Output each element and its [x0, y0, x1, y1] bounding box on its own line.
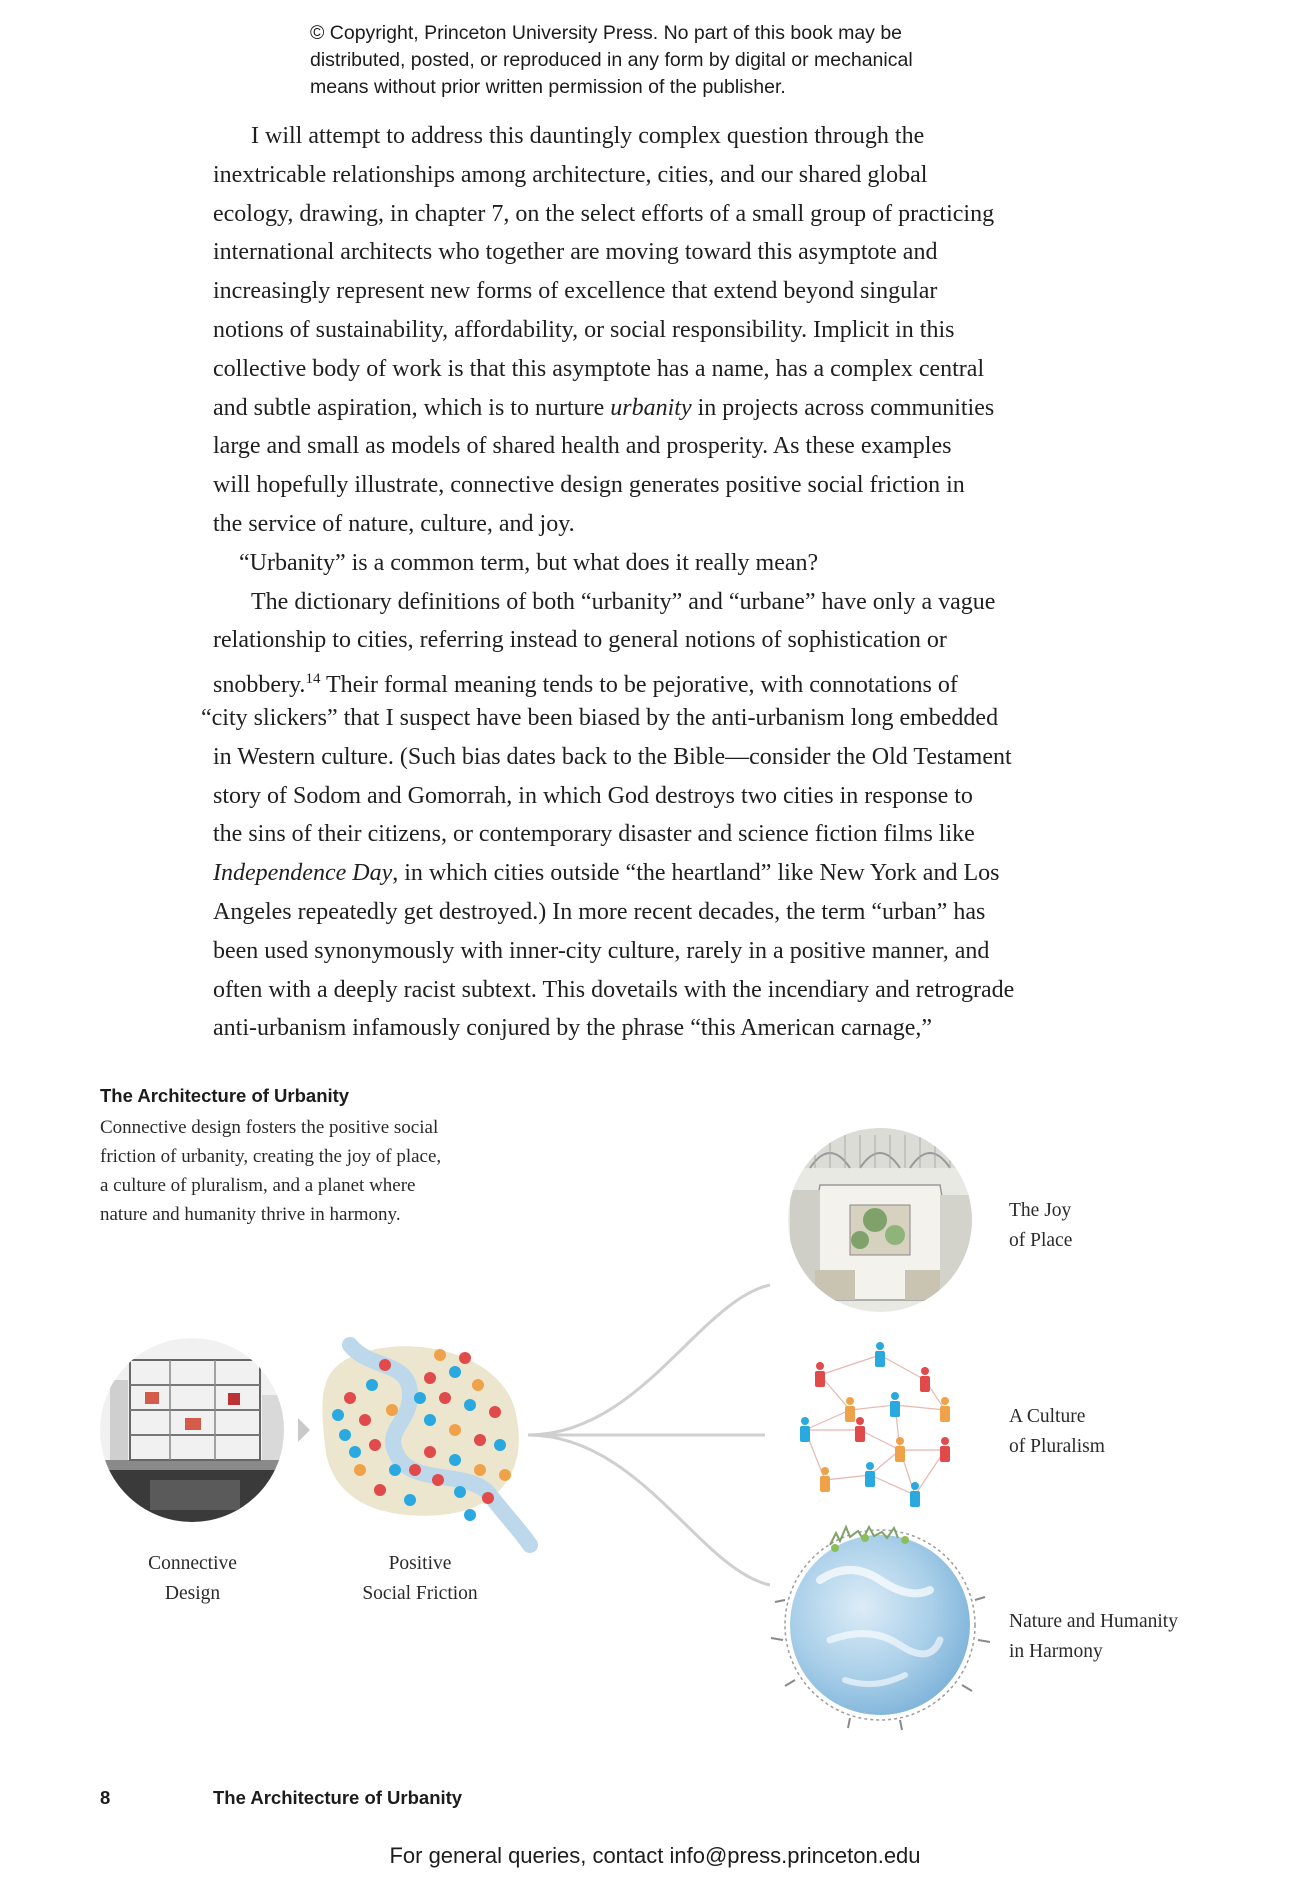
body-line: “Urbanity” is a common term, but what does it really mean?: [239, 549, 819, 576]
friction-dot: [464, 1509, 476, 1521]
body-line: collective body of work is that this asymptote has a name, has a complex central: [213, 355, 985, 382]
body-line: been used synonymously with inner-city culture, rarely in a positive manner, and: [213, 937, 990, 964]
body-line: large and small as models of shared health and prosperity. As these examples: [213, 433, 952, 460]
friction-dot: [432, 1474, 444, 1486]
building-section-icon: [100, 1338, 284, 1530]
friction-dot: [482, 1492, 494, 1504]
friction-dot: [409, 1464, 421, 1476]
urban-plaza-icon: [788, 1128, 975, 1315]
body-line: in Western culture. (Such bias dates back to the Bible—consider the Old Testament: [213, 743, 1012, 770]
label-line: A Culture: [1009, 1406, 1086, 1427]
body-text-run: and subtle aspiration, which is to nurture: [213, 394, 611, 421]
friction-dot: [344, 1392, 356, 1404]
body-text-run: snobbery.: [213, 672, 306, 699]
body-line: notions of sustainability, affordability, or social responsibility. Implicit in this: [213, 316, 955, 343]
friction-dot: [354, 1464, 366, 1476]
label-line: Positive: [388, 1553, 452, 1574]
friction-dot: [474, 1464, 486, 1476]
body-line: story of Sodom and Gomorrah, in which God destroys two cities in response to: [213, 782, 973, 809]
person-icon: [920, 1367, 930, 1392]
body-line: inextricable relationships among architecture, cities, and our shared global: [213, 161, 928, 188]
friction-dot: [374, 1484, 386, 1496]
nature-and-humanity-label: [1009, 1607, 1178, 1666]
friction-dot: [369, 1439, 381, 1451]
friction-dot: [389, 1464, 401, 1476]
label-line: Social Friction: [362, 1582, 478, 1604]
italic-film-title: Independence Day: [213, 860, 393, 887]
person-icon: [910, 1482, 920, 1507]
body-text-run: in projects across communities: [691, 394, 995, 421]
friction-dot: [499, 1469, 511, 1481]
label-line: of Place: [1009, 1229, 1073, 1251]
person-icon: [865, 1462, 875, 1487]
earth-globe-icon: [771, 1527, 990, 1730]
culture-of-pluralism-label: [1009, 1402, 1105, 1461]
friction-dot: [414, 1392, 426, 1404]
caption-line: nature and humanity thrive in harmony.: [100, 1204, 401, 1225]
friction-dot: [454, 1486, 466, 1498]
person-icon: [855, 1417, 865, 1442]
friction-dot: [449, 1424, 461, 1436]
flow-connector-icon: [528, 1285, 770, 1585]
friction-dot: [379, 1359, 391, 1371]
friction-dot: [439, 1392, 451, 1404]
footer: [0, 1843, 1300, 1869]
person-icon: [890, 1392, 900, 1417]
friction-dot: [424, 1446, 436, 1458]
person-icon: [940, 1397, 950, 1422]
friction-dot: [359, 1414, 371, 1426]
copyright-line: distributed, posted, or reproduced in any form by digital or mechanical: [310, 49, 913, 71]
body-line: “city slickers” that I suspect have been biased by the anti-urbanism long embedded: [201, 704, 999, 731]
copyright-line: means without prior written permission of the publisher.: [310, 76, 786, 98]
friction-dot: [464, 1399, 476, 1411]
friction-dot: [424, 1414, 436, 1426]
positive-social-friction-label: [340, 1549, 500, 1608]
copyright-line: © Copyright, Princeton University Press. No part of this book may be: [310, 22, 903, 44]
people-network-icon: [800, 1342, 950, 1507]
body-line: increasingly represent new forms of excellence that extend beyond singular: [213, 278, 938, 305]
label-line: The Joy: [1009, 1200, 1072, 1221]
body-line: the sins of their citizens, or contemporary disaster and science fiction films like: [213, 821, 975, 848]
running-head: The Architecture of Urbanity: [213, 1787, 463, 1808]
figure-title: The Architecture of Urbanity: [100, 1085, 350, 1106]
friction-dot: [449, 1366, 461, 1378]
person-icon: [800, 1417, 810, 1442]
italic-urbanity: urbanity: [610, 394, 692, 421]
label-line: Nature and Humanity: [1009, 1611, 1178, 1632]
caption-line: friction of urbanity, creating the joy of place,: [100, 1146, 442, 1167]
person-icon: [875, 1342, 885, 1367]
friction-dot: [459, 1352, 471, 1364]
person-icon: [815, 1362, 825, 1387]
label-line: Design: [164, 1582, 221, 1604]
friction-dot: [434, 1349, 446, 1361]
friction-dot: [424, 1372, 436, 1384]
page-number: 8: [100, 1787, 111, 1808]
footnote-marker: 14: [305, 671, 321, 688]
body-line: The dictionary definitions of both “urbanity” and “urbane” have only a vague: [251, 588, 996, 615]
person-icon: [895, 1437, 905, 1462]
body-line: will hopefully illustrate, connective design generates positive social friction in: [213, 472, 965, 499]
joy-of-place-label: [1009, 1196, 1072, 1255]
friction-dot: [404, 1494, 416, 1506]
friction-dot: [366, 1379, 378, 1391]
body-line: international architects who together are moving toward this asymptote and: [213, 239, 938, 266]
body-line: I will attempt to address this dauntingly complex question through the: [251, 123, 925, 149]
friction-dot: [349, 1446, 361, 1458]
friction-dot: [339, 1429, 351, 1441]
caption-line: a culture of pluralism, and a planet where: [100, 1175, 416, 1196]
friction-dot: [449, 1454, 461, 1466]
body-line: ecology, drawing, in chapter 7, on the select efforts of a small group of practicing: [213, 200, 995, 227]
friction-dot: [494, 1439, 506, 1451]
friction-dot: [332, 1409, 344, 1421]
arrow-icon: [298, 1418, 310, 1442]
connective-design-label: [120, 1549, 265, 1608]
label-line: Connective: [148, 1553, 237, 1574]
body-line: relationship to cities, referring instead to general notions of sophistication or: [213, 627, 947, 654]
friction-dot: [474, 1434, 486, 1446]
social-friction-blob-icon: [322, 1345, 530, 1545]
friction-dot: [489, 1406, 501, 1418]
friction-dot: [386, 1404, 398, 1416]
person-icon: [845, 1397, 855, 1422]
label-line: in Harmony: [1009, 1640, 1103, 1662]
body-line: anti-urbanism infamously conjured by the phrase “this American carnage,”: [213, 1015, 933, 1042]
footer-text: For general queries, contact info@press.princeton.edu: [389, 1843, 921, 1868]
body-line: often with a deeply racist subtext. This dovetails with the incendiary and retrograde: [213, 976, 1015, 1003]
body-text-run: , in which cities outside “the heartland” like New York and Los: [392, 860, 1000, 887]
friction-dot: [472, 1379, 484, 1391]
caption-line: Connective design fosters the positive social: [100, 1117, 439, 1138]
label-line: of Pluralism: [1009, 1435, 1105, 1457]
body-text-run: Their formal meaning tends to be pejorative, with connotations of: [320, 672, 958, 699]
body-line: Angeles repeatedly get destroyed.) In more recent decades, the term “urban” has: [213, 898, 986, 925]
body-line: the service of nature, culture, and joy.: [213, 510, 575, 537]
person-icon: [820, 1467, 830, 1492]
person-icon: [940, 1437, 950, 1462]
